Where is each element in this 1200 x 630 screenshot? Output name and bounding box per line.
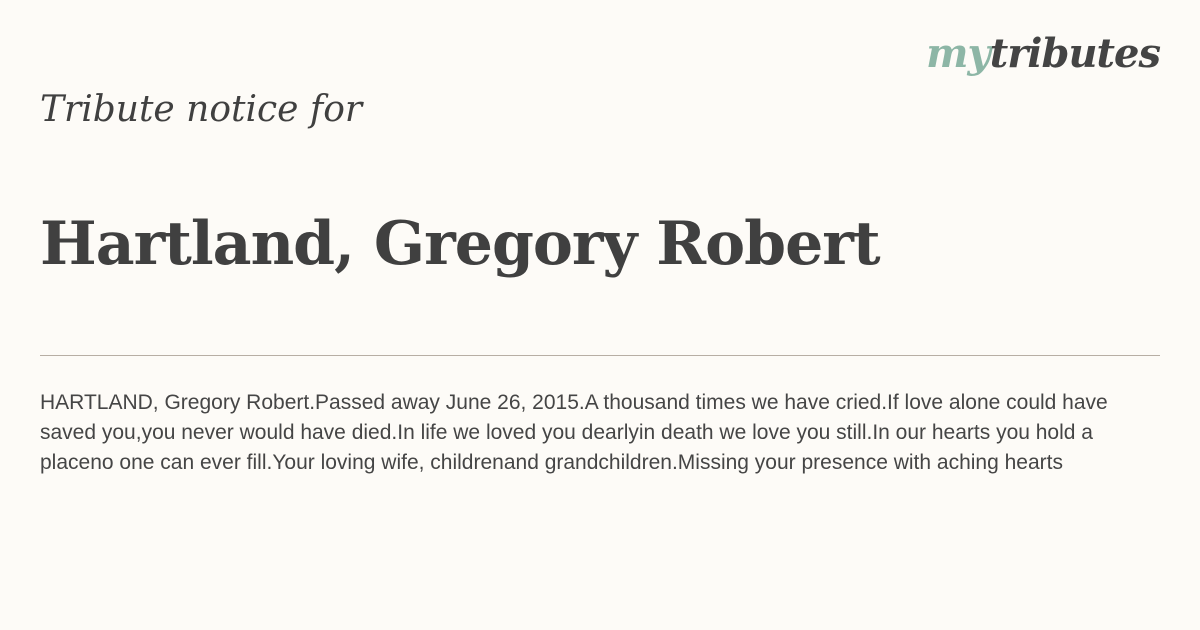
mytributes-logo[interactable]	[926, 30, 1160, 77]
deceased-name-title: Hartland, Gregory Robert	[40, 209, 880, 279]
notice-body-text: HARTLAND, Gregory Robert.Passed away June 26, 2015.A thousand times we have cried.If love alone could have saved you,you never would have died.In life we loved you dearlyin death we love you still.In our hearts you hold a placeno one can ever fill.Your loving wife, childrenand grandchildren.Missing your presence with aching hearts	[40, 391, 1108, 474]
logo-my-text: my	[926, 30, 990, 77]
logo-tributes-text: tributes	[989, 30, 1160, 77]
tribute-notice-heading: Tribute notice for	[40, 89, 363, 130]
section-divider	[40, 355, 1160, 356]
